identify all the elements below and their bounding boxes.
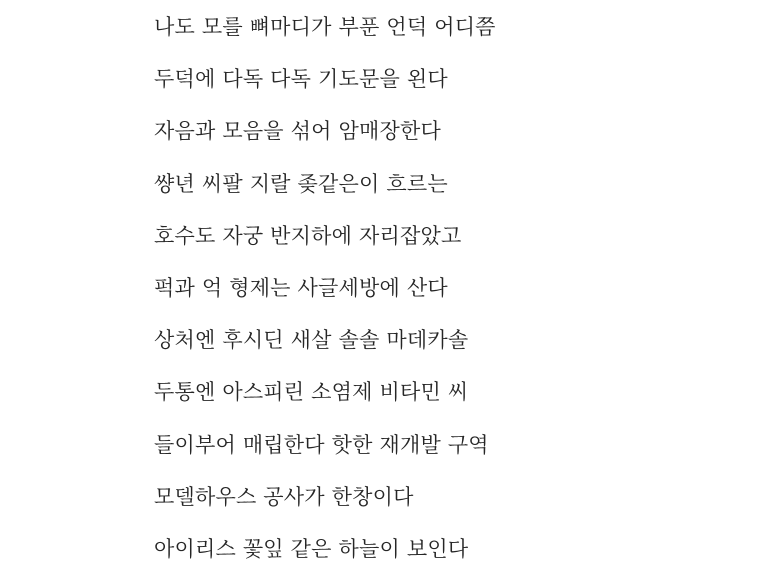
poem-line: 들이부어 매립한다 핫한 재개발 구역 <box>154 432 489 457</box>
poem-line: 호수도 자궁 반지하에 자리잡았고 <box>154 223 462 248</box>
poem-line: 상처엔 후시딘 새살 솔솔 마데카솔 <box>154 328 469 353</box>
poem-line: 아이리스 꽃잎 같은 하늘이 보인다 <box>154 536 469 561</box>
poem-text <box>154 12 496 586</box>
poem-line: 두통엔 아스피린 소염제 비타민 씨 <box>154 380 469 405</box>
poem-line: 퍽과 억 형제는 사글세방에 산다 <box>154 275 448 300</box>
poem-line: 자음과 모음을 섞어 암매장한다 <box>154 119 441 144</box>
poem-line: 모델하우스 공사가 한창이다 <box>154 484 414 509</box>
poem-line: 나도 모를 뼈마디가 부푼 언덕 어디쯤 <box>154 15 496 39</box>
poem-line: 두덕에 다독 다독 기도문을 왼다 <box>154 67 448 92</box>
poem-line: 썅년 씨팔 지랄 좆같은이 흐르는 <box>154 171 448 196</box>
